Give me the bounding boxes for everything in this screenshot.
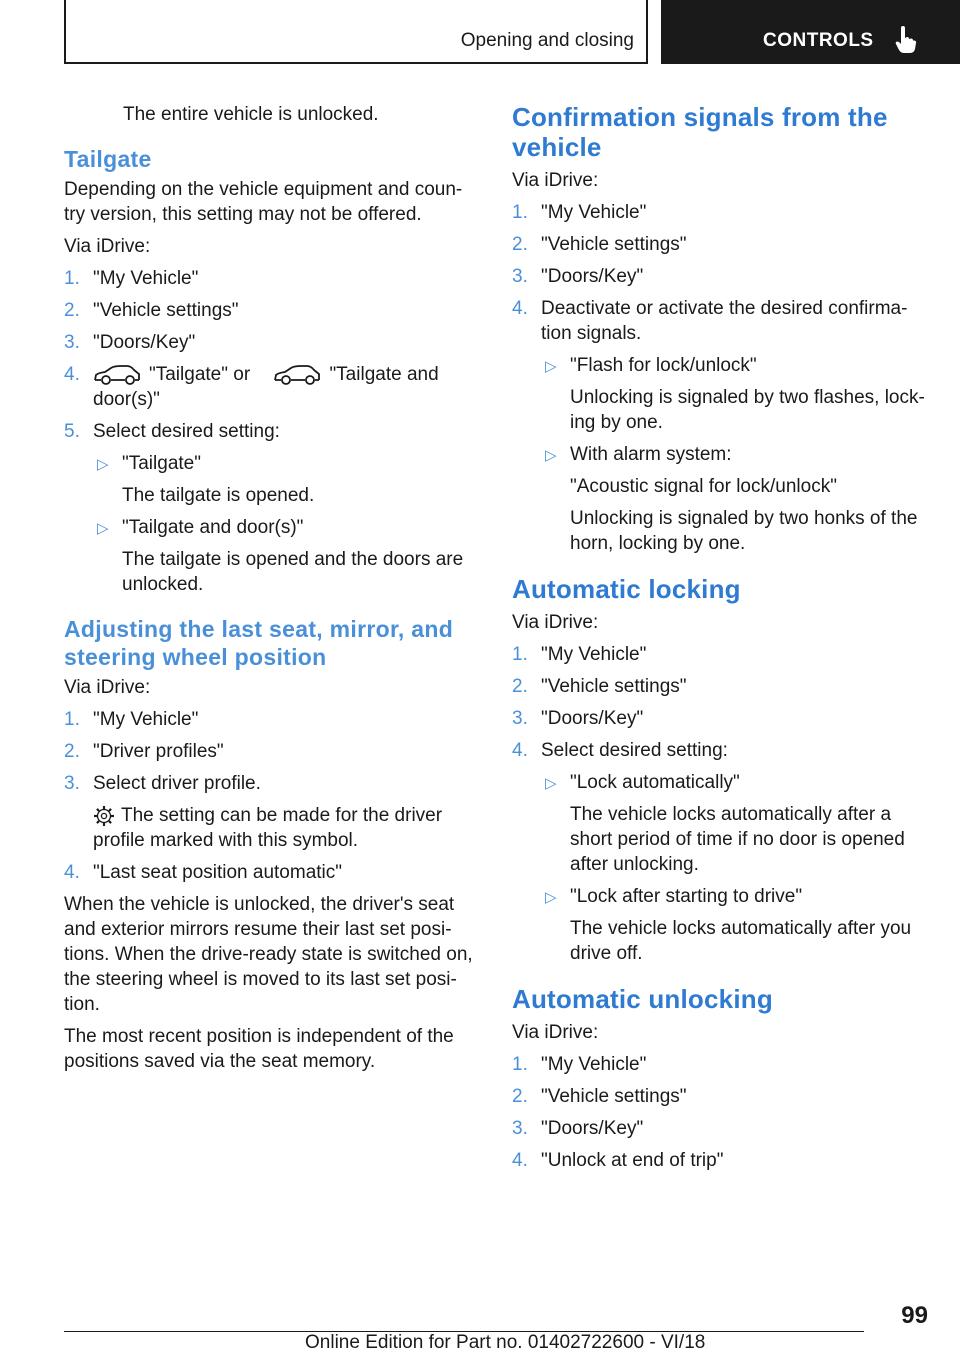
autounlock-steps — [512, 1052, 928, 1173]
list-item: 3. "Doors/Key" — [512, 1118, 644, 1139]
adjust-heading: Adjusting the last seat, mirror, and steering wheel position — [64, 616, 454, 670]
list-item: 1. "My Vehicle" — [512, 202, 647, 223]
list-item: 4. "Last seat position automatic" — [64, 862, 343, 883]
tailgate-section — [64, 145, 476, 597]
list-item: 2. "Driver profiles" — [64, 741, 224, 762]
right-column — [512, 102, 928, 1180]
list-item: 4. Deactivate or activate the desired confirmation signals. ▷ "Flash for lock/unlock" Unlocking is signaled by two flashes, locking by one. ▷ With alarm system: "Acoustic signal for lock/unlock" Unlocking is signaled by two honks of the horn, locking by one. — [512, 296, 928, 556]
autolock-section — [512, 574, 928, 966]
section-title: Opening and closing — [460, 30, 634, 51]
option-item: ▷ "Lock automatically" The vehicle locks automatically after a short period of time if no door is opened after unlocking. — [545, 772, 905, 875]
list-item: 1. "My Vehicle" — [512, 644, 647, 665]
adjust-para-1: When the vehicle is unlocked, the driver's seat and exterior mirrors resume their last set positions. When the drive-ready state is switched on, the steering wheel is moved to its last set position. — [64, 894, 473, 1015]
autolock-steps — [512, 642, 928, 966]
triangle-bullet-icon: ▷ — [545, 775, 557, 792]
option-item: ▷ With alarm system: "Acoustic signal for lock/unlock" Unlocking is signaled by two honks of the horn, locking by one. — [545, 444, 918, 554]
adjust-via: Via iDrive: — [64, 677, 151, 698]
car-tailgate-icon — [273, 365, 321, 385]
confirm-heading: Confirmation signals from the vehicle — [512, 102, 888, 162]
gear-icon — [93, 805, 115, 827]
list-item: 3. "Doors/Key" — [512, 708, 644, 729]
running-header-left — [64, 0, 648, 64]
profile-note: The setting can be made for the driver profile marked with this symbol. — [93, 805, 443, 851]
list-item: 1. "My Vehicle" — [512, 1054, 647, 1075]
autounlock-via: Via iDrive: — [512, 1022, 599, 1043]
list-item: 2. "Vehicle settings" — [512, 1086, 687, 1107]
triangle-bullet-icon: ▷ — [97, 520, 109, 537]
list-item: 1. "My Vehicle" — [64, 709, 199, 730]
list-item: 4. "Tailgate" or "Tailgate and door(s)" — [64, 364, 439, 410]
confirm-section — [512, 102, 928, 556]
list-item: 3. "Doors/Key" — [512, 266, 644, 287]
autolock-heading: Automatic locking — [512, 574, 741, 604]
list-item: 1. "My Vehicle" — [64, 268, 199, 289]
left-column — [64, 102, 476, 1081]
list-item: 3. "Doors/Key" — [64, 332, 196, 353]
adjust-para-2: The most recent position is independent of the positions saved via the seat memory. — [64, 1026, 454, 1072]
confirm-steps — [512, 200, 928, 556]
adjust-section — [64, 615, 476, 1074]
list-item: 2. "Vehicle settings" — [64, 300, 239, 321]
tailgate-desc: Depending on the vehicle equipment and country version, this setting may not be offered. — [64, 179, 463, 225]
tailgate-heading: Tailgate — [64, 146, 152, 172]
autounlock-heading: Automatic unlocking — [512, 984, 773, 1014]
intro-text: The entire vehicle is unlocked. — [123, 104, 379, 125]
list-item: 5. Select desired setting: ▷ "Tailgate" The tailgate is opened. ▷ "Tailgate and door(s)" The tailgate is opened and the doors are unlocked. — [64, 419, 476, 597]
chapter-title: CONTROLS — [763, 30, 874, 51]
option-item: ▷ "Flash for lock/unlock" Unlocking is signaled by two flashes, locking by one. — [545, 355, 925, 433]
option-item: ▷ "Tailgate and door(s)" The tailgate is opened and the doors are unlocked. — [97, 517, 464, 595]
confirm-options — [541, 353, 928, 556]
autolock-options — [541, 770, 928, 966]
option-item: ▷ "Lock after starting to drive" The vehicle locks automatically after you drive off. — [545, 886, 912, 964]
tailgate-options — [93, 451, 476, 597]
triangle-bullet-icon: ▷ — [545, 889, 557, 906]
running-header-right — [661, 0, 960, 64]
tailgate-steps — [64, 266, 476, 597]
autolock-via: Via iDrive: — [512, 612, 599, 633]
list-item: 2. "Vehicle settings" — [512, 676, 687, 697]
adjust-steps — [64, 707, 476, 885]
hand-pointer-icon — [895, 26, 917, 54]
car-tailgate-icon — [93, 365, 141, 385]
confirm-via: Via iDrive: — [512, 170, 599, 191]
triangle-bullet-icon: ▷ — [545, 358, 557, 375]
tailgate-via: Via iDrive: — [64, 236, 151, 257]
autounlock-section — [512, 984, 928, 1173]
triangle-bullet-icon: ▷ — [97, 456, 109, 473]
footer-edition: Online Edition for Part no. 01402722600 - VI/18 — [305, 1332, 706, 1353]
triangle-bullet-icon: ▷ — [545, 447, 557, 464]
option-item: ▷ "Tailgate" The tailgate is opened. — [97, 453, 315, 506]
page-number: 99 — [901, 1302, 928, 1329]
list-item: 2. "Vehicle settings" — [512, 234, 687, 255]
list-item: 4. "Unlock at end of trip" — [512, 1150, 724, 1171]
list-item: 4. Select desired setting: ▷ "Lock automatically" The vehicle locks automatically after a short period of time if no door is opened after unlocking. ▷ "Lock after starting to drive" The vehicle locks automatically after you drive off. — [512, 738, 928, 966]
list-item: 3. Select driver profile. The setting can be made for the driver profile marked with this symbol. — [64, 771, 476, 853]
